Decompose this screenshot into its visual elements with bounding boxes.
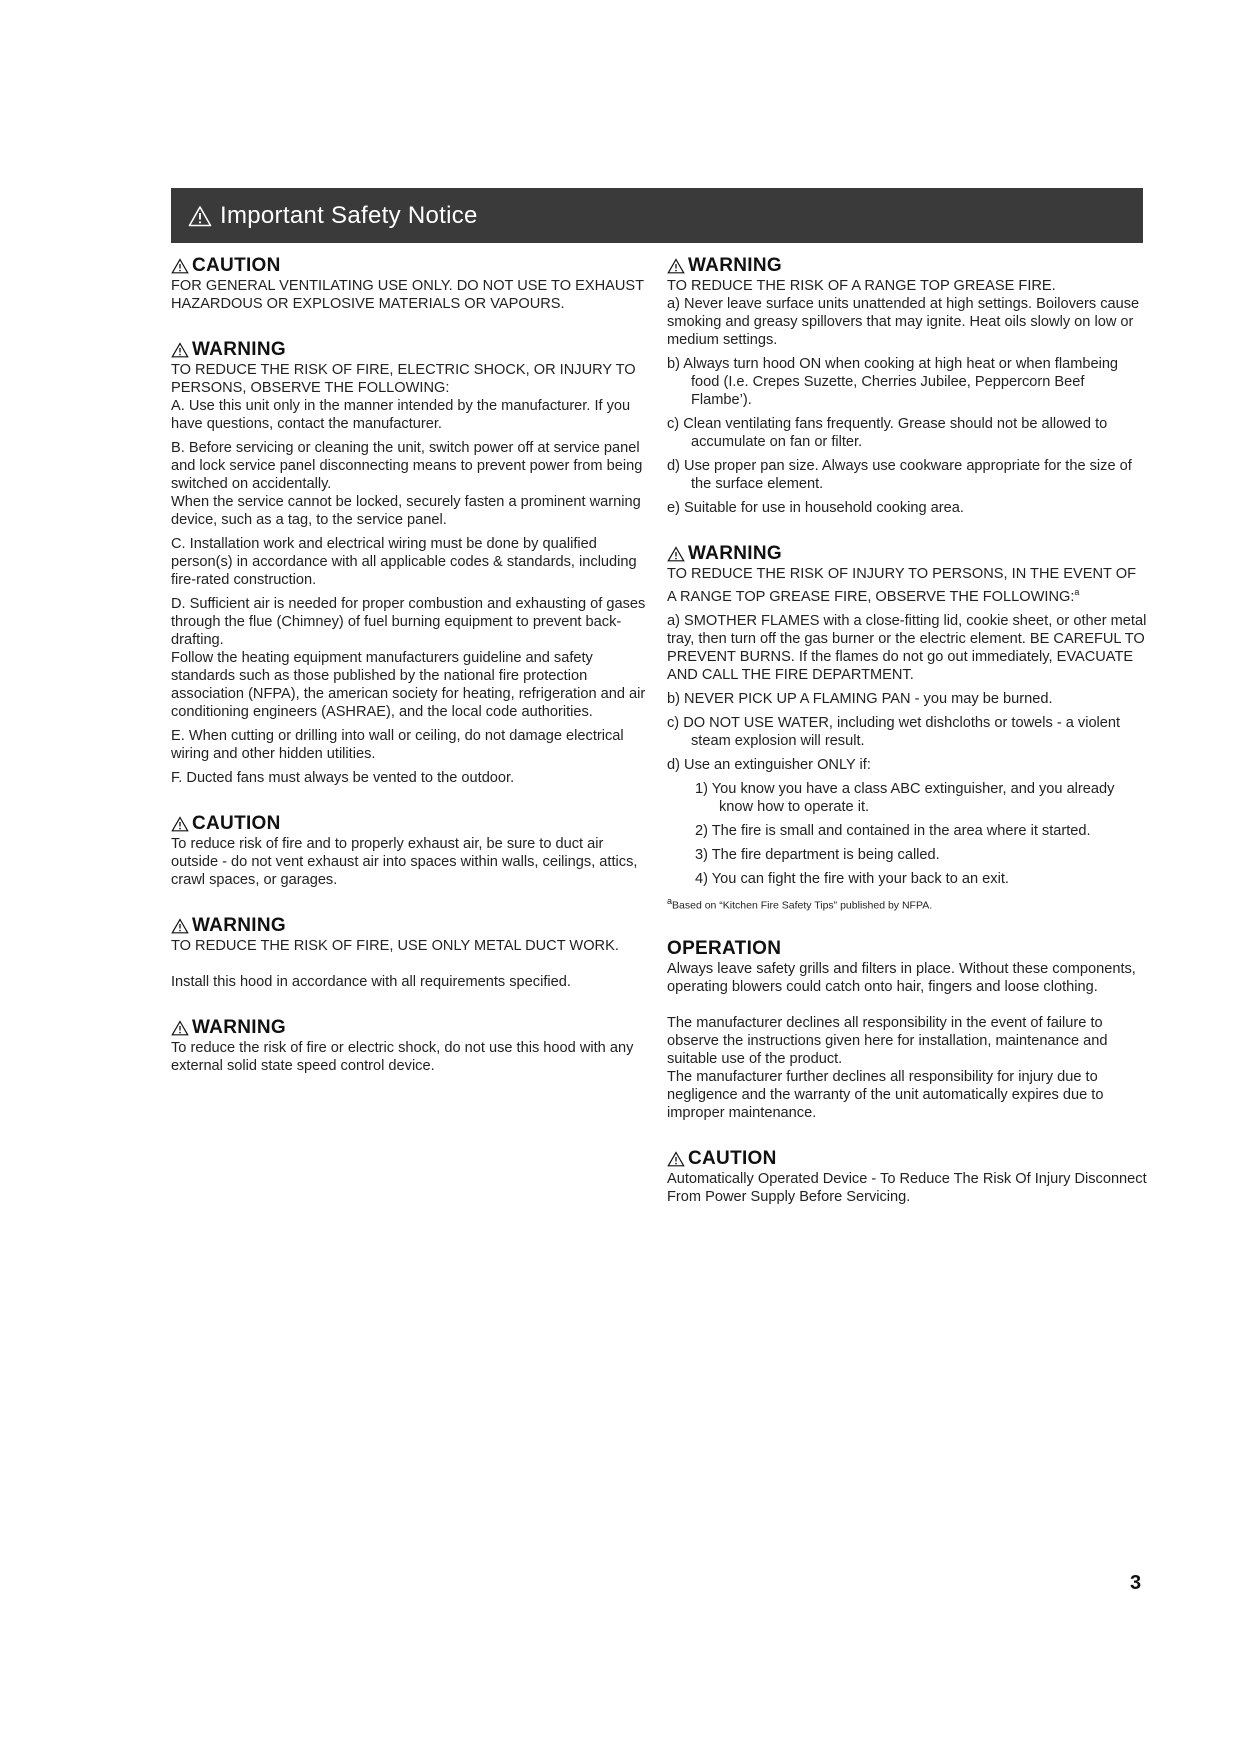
operation-text: The manufacturer declines all responsibility in the event of failure to observe the instructions given here for installation, maintenance and suitable use of the product. [667,1015,1108,1068]
warning-section [171,1017,654,1075]
caution-heading: CAUTION [667,1148,1147,1170]
warning-section [171,915,654,955]
warning-text: To reduce the risk of fire or electric shock, do not use this hood with any external solid state speed control device. [171,1040,634,1074]
warning-section [667,543,1147,912]
install-text: Install this hood in accordance with all requirements specified. [171,974,571,990]
warning-item-c: c) DO NOT USE WATER, including wet dishcloths or towels - a violent steam explosion will result. [667,714,1121,749]
page-number: 3 [1130,1572,1142,1594]
warning-subitem: 2) The fire is small and contained in the area where it started. [695,822,1091,839]
warning-item-b: B. Before servicing or cleaning the unit, switch power off at service panel and lock service panel disconnecting means to prevent power from being switched on accidentally. [171,440,643,492]
warning-item-a: A. Use this unit only in the manner intended by the manufacturer. If you have questions, contact the manufacturer. [171,398,631,432]
warning-text: TO REDUCE THE RISK OF FIRE, USE ONLY METAL DUCT WORK. [171,938,619,954]
warning-intro: TO REDUCE THE RISK OF INJURY TO PERSONS, IN THE EVENT OF A RANGE TOP GREASE FIRE, OBSERVE THE FOLLOWING:$^a$ [667,566,1136,605]
warning-item-d: D. Sufficient air is needed for proper combustion and exhausting of gases through the flue (Chimney) of fuel burning equipment to prevent back- drafting. [171,596,646,648]
operation-text: Always leave safety grills and filters in place. Without these components, operating blowers could catch onto hair, fingers and loose clothing. [667,961,1136,996]
install-section [171,973,654,991]
banner-title: Important Safety Notice [220,201,478,229]
warning-item-b: b) Always turn hood ON when cooking at high heat or when flambeing food (I.e. Crepes Suzette, Cherries Jubilee, Peppercorn Beef Flambe’). [667,356,1119,408]
warning-item-b-note: When the service cannot be locked, securely fasten a prominent warning device, such as a tag, to the service panel. [171,494,641,528]
warning-triangle-icon [171,342,189,358]
warning-triangle-icon [171,258,189,274]
warning-item-d: d) Use an extinguisher ONLY if: [667,756,871,773]
warning-item-f: F. Ducted fans must always be vented to the outdoor. [171,770,515,786]
warning-intro: TO REDUCE THE RISK OF A RANGE TOP GREASE FIRE. [667,278,1056,294]
warning-heading: WARNING [171,915,654,937]
warning-heading: WARNING [667,255,1147,277]
caution-section [171,255,654,313]
warning-subitem: 3) The fire department is being called. [695,846,940,863]
caution-text: To reduce risk of fire and to properly exhaust air, be sure to duct air outside - do not vent exhaust air into spaces within walls, ceilings, attics, crawl spaces, or garages. [171,836,638,888]
operation-section [667,938,1147,1122]
warning-triangle-icon [188,205,212,227]
operation-heading: OPERATION [667,938,782,960]
warning-section [171,339,654,787]
warning-item-c: c) Clean ventilating fans frequently. Grease should not be allowed to accumulate on fan or filter. [667,416,1108,450]
warning-triangle-icon [171,1020,189,1036]
caution-section [171,813,654,889]
warning-heading: WARNING [171,339,654,361]
warning-heading: WARNING [667,543,1147,565]
warning-item-d: d) Use proper pan size. Always use cookware appropriate for the size of the surface element. [667,458,1132,492]
warning-triangle-icon [171,918,189,934]
warning-item-b: b) NEVER PICK UP A FLAMING PAN - you may be burned. [667,690,1053,707]
warning-item-c: C. Installation work and electrical wiring must be done by qualified person(s) in accordance with all applicable codes & standards, including fire-rated construction. [171,536,637,588]
operation-text: The manufacturer further declines all responsibility for injury due to negligence and the warranty of the unit automatically expires due to improper maintenance. [667,1069,1104,1122]
warning-subitem: 4) You can fight the fire with your back to an exit. [695,870,1009,887]
warning-triangle-icon [667,1151,685,1167]
warning-item-e: e) Suitable for use in household cooking area. [667,500,964,516]
safety-notice-banner [171,188,1143,243]
caution-section [667,1148,1147,1206]
warning-triangle-icon [171,816,189,832]
warning-item-d-note: Follow the heating equipment manufacturers guideline and safety standards such as those published by the national fire protection association (NFPA), the american society for heating, refrigeration and air conditioning engineers (ASHRAE), and the local code authorities. [171,650,646,720]
caution-heading: CAUTION [171,813,654,835]
warning-triangle-icon [667,258,685,274]
warning-triangle-icon [667,546,685,562]
right-column [667,255,1147,1232]
warning-item-a: a) SMOTHER FLAMES with a close-fitting lid, cookie sheet, or other metal tray, then turn off the gas burner or the electric element. BE CAREFUL TO PREVENT BURNS. If the flames do not go out immediately, EVACUATE AND CALL THE FIRE DEPARTMENT. [667,612,1147,683]
warning-intro: TO REDUCE THE RISK OF FIRE, ELECTRIC SHOCK, OR INJURY TO PERSONS, OBSERVE THE FOLLOWING: [171,362,636,396]
caution-text: FOR GENERAL VENTILATING USE ONLY. DO NOT USE TO EXHAUST HAZARDOUS OR EXPLOSIVE MATERIALS OR VAPOURS. [171,278,644,312]
warning-subitem: 1) You know you have a class ABC extinguisher, and you already know how to operate it. [695,780,1115,815]
footnote: $^a$Based on “Kitchen Fire Safety Tips” published by NFPA. [667,895,933,912]
caution-text: Automatically Operated Device - To Reduce The Risk Of Injury Disconnect From Power Supply Before Servicing. [667,1171,1147,1206]
warning-item-e: E. When cutting or drilling into wall or ceiling, do not damage electrical wiring and other hidden utilities. [171,728,624,762]
warning-heading: WARNING [171,1017,654,1039]
warning-item-a: a) Never leave surface units unattended at high settings. Boilovers cause smoking and greasy spillovers that may ignite. Heat oils slowly on low or medium settings. [667,296,1140,348]
left-column [171,255,654,1101]
caution-heading: CAUTION [171,255,654,277]
warning-section [667,255,1147,517]
